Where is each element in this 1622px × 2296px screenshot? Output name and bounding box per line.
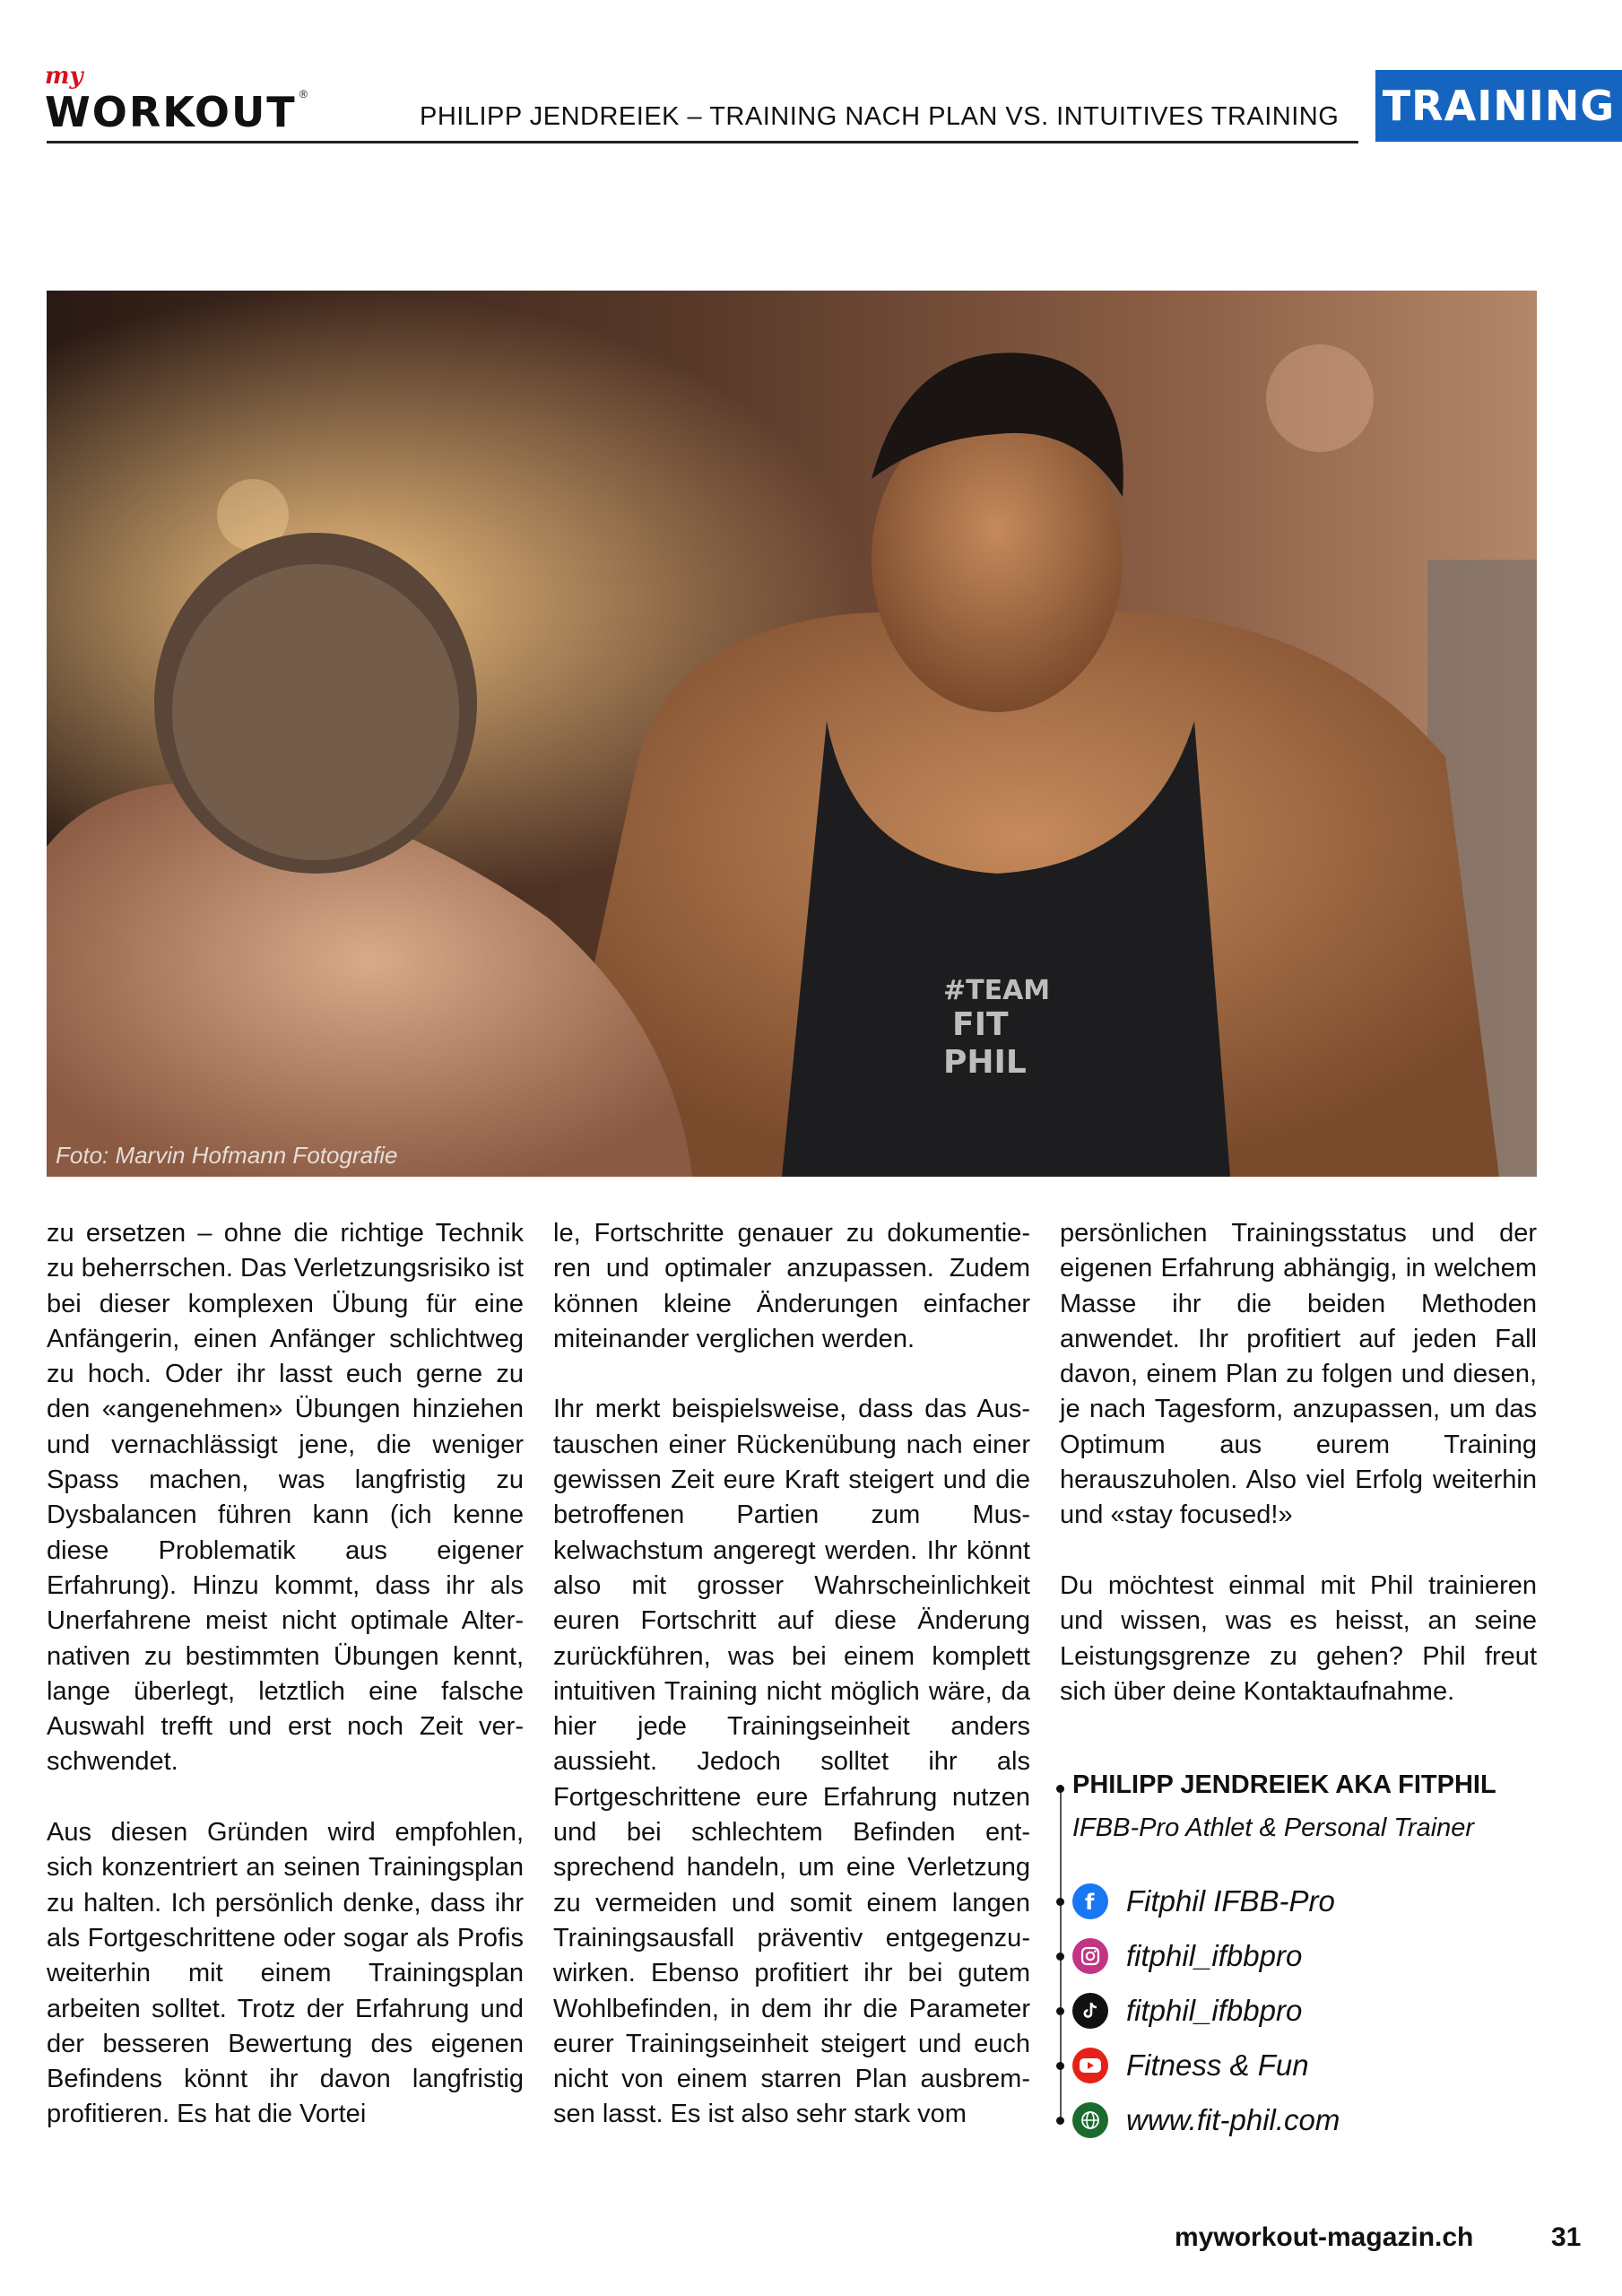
text-column-2 <box>553 1216 1030 2168</box>
logo-my-text: my <box>45 63 83 90</box>
page-number: 31 <box>1551 2222 1582 2252</box>
facebook-icon <box>1072 1883 1108 1919</box>
shirt-print-team: #TEAM <box>943 975 1051 1006</box>
timeline-dot <box>1056 1785 1064 1793</box>
social-instagram[interactable] <box>1072 1936 1302 1976</box>
timeline-dot <box>1056 1952 1064 1961</box>
social-instagram-label: fitphil_ifbbpro <box>1126 1939 1303 1972</box>
author-role: IFBB-Pro Athlet & Personal Trainer <box>1072 1813 1475 1842</box>
author-box <box>1060 1763 1544 2140</box>
timeline-dot <box>1056 2007 1064 2015</box>
logo-workout-text: WORKOUT <box>45 88 297 136</box>
column-3-paragraph-2: Du möchtest einmal mit Phil trainieren und wissen, was es heisst, an seine Leistungsgrenze zu gehen? Phil freut sich über deine Kontaktaufnahme. <box>1060 1570 1537 1706</box>
article-photo <box>47 291 1537 1177</box>
social-website-label: www.fit-phil.com <box>1126 2103 1340 2136</box>
text-column-3 <box>1060 1216 1537 1744</box>
tiktok-icon <box>1072 1993 1108 2029</box>
footer-website[interactable]: myworkout-magazin.ch <box>1175 2222 1474 2252</box>
timeline-dot <box>1056 2062 1064 2070</box>
column-3-paragraph-1: persönlichen Trainingsstatus und der eigenen Erfahrung abhängig, in welchem Masse ihr die beiden Methoden anwendet. Ihr profitiert auf jeden Fall davon, einem Plan zu folgen und diesen, je nach Tagesform, anzupassen, um das Optimum aus eurem Training herauszuholen. Also viel Erfolg weiterhin und «stay focused!» <box>1060 1219 1537 1530</box>
author-name: PHILIPP JENDREIEK AKA FITPHIL <box>1072 1770 1496 1799</box>
social-tiktok[interactable] <box>1072 1991 1302 2031</box>
social-tiktok-label: fitphil_ifbbpro <box>1126 1994 1303 2027</box>
header-divider <box>47 141 1358 144</box>
text-column-1 <box>47 1216 524 2168</box>
instagram-icon <box>1072 1938 1108 1974</box>
timeline-dot <box>1056 2117 1064 2125</box>
globe-icon <box>1072 2102 1108 2138</box>
article-header-title: PHILIPP JENDREIEK – TRAINING NACH PLAN VS. INTUITIVES TRAINING <box>420 102 1340 131</box>
timeline-dot <box>1056 1898 1064 1906</box>
column-2-paragraph-2: Ihr merkt beispielsweise, dass das Austauschen einer Rückenübung nach einer gewissen Zeit eure Kraft steigert und die betroffenen Partien zum Muskelwachstum angeregt werden. Ihr könnt also mit grosser Wahrscheinlichkeit euren Fortschritt auf diese Änderung zurückführen, was bei einem komplett intuitiven Training nicht möglich wäre, da hier jede Trainingseinheit anders aussieht. Jedoch solltet ihr als Fortgeschrittene eure Erfahrung nutzen und bei schlechtem Befinden entsprechend handeln, um eine Verletzung zu vermeiden und somit einem langen Trainingsausfall präventiv entgegenzuwirken. Ebenso profitiert ihr bei gutem Wohlbefinden, in dem ihr die Parameter eurer Trainingseinheit steigert und euch nicht von einem starren Plan ausbremsen lasst. Es ist also sehr stark vom <box>553 1395 1030 2129</box>
gym-scene-illustration <box>47 291 1537 1177</box>
section-tab-training: TRAINING <box>1375 70 1622 142</box>
social-youtube-label: Fitness & Fun <box>1126 2048 1309 2082</box>
photo-credit: Foto: Marvin Hofmann Fotografie <box>56 1142 398 1169</box>
svg-text:f: f <box>1085 1890 1095 1913</box>
youtube-icon <box>1072 2048 1108 2083</box>
social-website[interactable] <box>1072 2100 1340 2140</box>
column-1-paragraph-1: zu ersetzen – ohne die richtige Technik zu beherrschen. Das Verletzungsrisiko ist bei dieser komplexen Übung für eine Anfängerin, einen Anfänger schlichtweg zu hoch. Oder ihr lasst euch gerne zu den «angenehmen» Übungen hinziehen und vernachlässigt jene, die weniger Spass machen, was langfristig zu Dysbalancen führen kann (ich kenne diese Problematik aus eigener Erfahrung). Hinzu kommt, dass ihr als Unerfahrene meist nicht optimale Alternativen zu bestimmten Übungen kennt, lange überlegt, letztlich eine falsche Auswahl trefft und erst noch Zeit verschwendet. <box>47 1219 524 1777</box>
social-facebook[interactable] <box>1072 1882 1335 1921</box>
column-2-paragraph-1: le, Fortschritte genauer zu dokumentieren und optimaler anzupassen. Zudem können kleine Änderungen einfacher miteinander verglichen werden. <box>553 1219 1030 1353</box>
magazine-logo <box>43 63 312 135</box>
column-1-paragraph-2: Aus diesen Gründen wird empfohlen, sich konzentriert an seinen Trainingsplan zu halten. Ich persönlich denke, dass ihr als Fortgeschrittene oder sogar als Profis weiterhin mit einem Trainingsplan arbeiten solltet. Trotz der Erfahrung und der besseren Bewertung des eigenen Befindens könnt ihr davon langfristig profitieren. Es hat die Vortei <box>47 1818 524 2129</box>
shirt-print-phil: PHIL <box>943 1044 1027 1081</box>
social-youtube[interactable] <box>1072 2046 1309 2085</box>
logo-registered-mark: ® <box>299 88 308 100</box>
social-facebook-label: Fitphil IFBB-Pro <box>1126 1884 1335 1918</box>
shirt-print-fit: FIT <box>952 1006 1009 1043</box>
